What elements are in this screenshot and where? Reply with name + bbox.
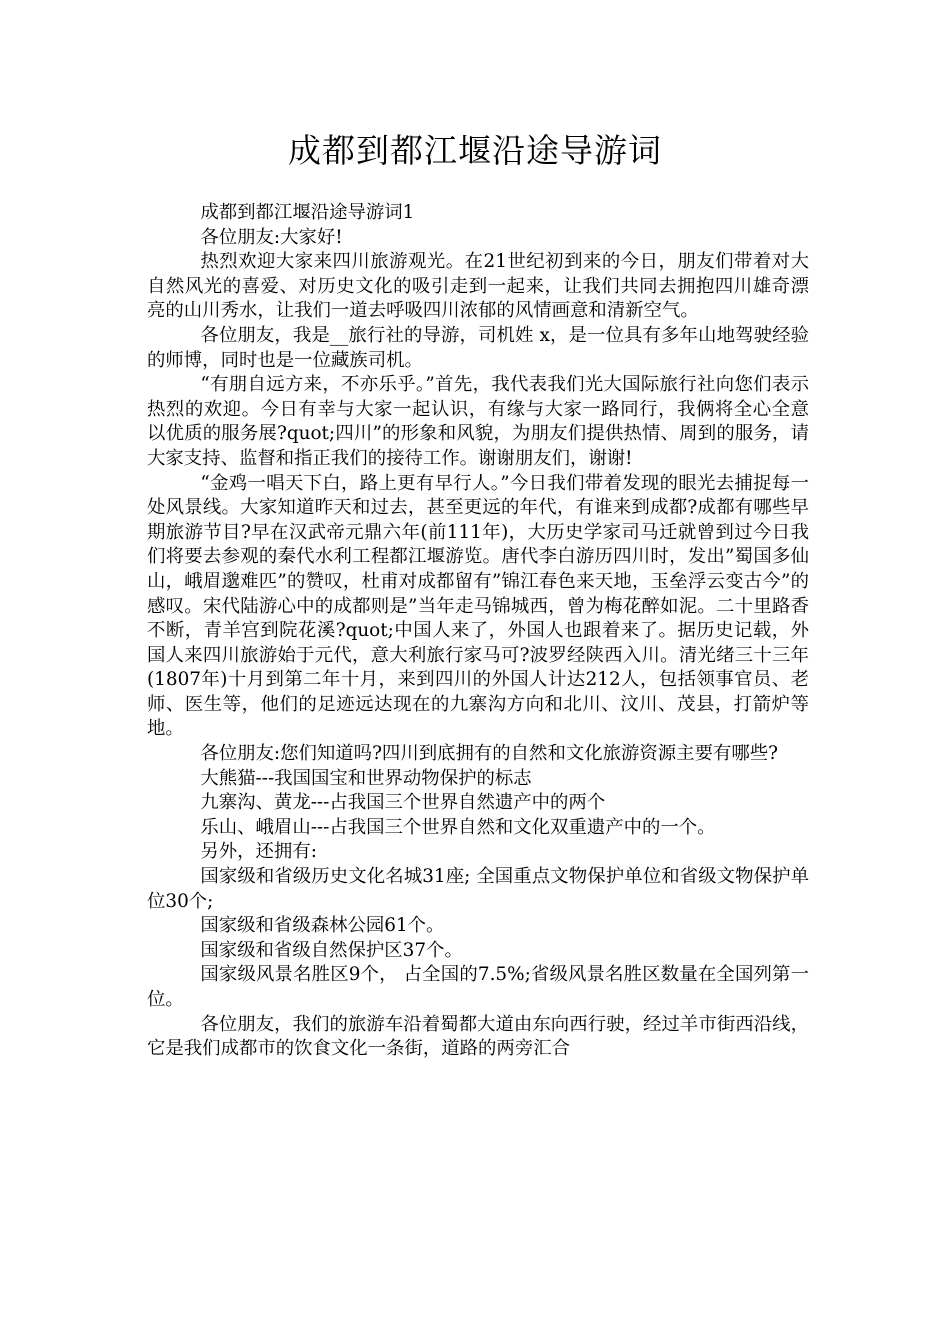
paragraph: “金鸡一唱天下白，路上更有早行人。”今日我们带着发现的眼光去捕捉每一处风景线。大家知道昨天和过去，甚至更远的年代，有谁来到成都?成都有哪些早期旅游节目?早在汉武帝元鼎六年(前111年)，大历史学家司马迁就曾到过今日我们将要去参观的秦代水利工程都江堰游览。唐代李白游历四川时，发出”蜀国多仙山，峨眉邈难匹”的赞叹，杜甫对成都留有”锦江春色来天地，玉垒浮云变古今”的感叹。宋代陆游心中的成都则是”当年走马锦城西，曾为梅花醉如泥。二十里路香不断，青羊宫到院花溪?quot;中国人来了，外国人也跟着来了。据历史记载，外国人来四川旅游始于元代，意大利旅行家马可?波罗经陕西入川。清光绪三十三年(1807年)十月到第二年十月，来到四川的外国人计达212人，包括领事官员、老师、医生等，他们的足迹远达现在的九寨沟方向和北川、汶川、茂县，打箭炉等地。 [147,472,809,740]
document-body [147,201,809,1062]
paragraph: 乐山、峨眉山---占我国三个世界自然和文化双重遗产中的一个。 [200,816,716,838]
paragraph: 热烈欢迎大家来四川旅游观光。在21世纪初到来的今日，朋友们带着对大自然风光的喜爱、对历史文化的吸引走到一起来，让我们共同去拥抱四川雄奇漂亮的山川秀水，让我们一道去呼吸四川浓郁的风情画意和清新空气。 [147,251,809,322]
paragraph: 九寨沟、黄龙---占我国三个世界自然遗产中的两个 [200,792,606,814]
paragraph: 各位朋友:您们知道吗?四川到底拥有的自然和文化旅游资源主要有哪些? [200,743,778,765]
paragraph: 国家级风景名胜区9个， 占全国的7.5%;省级风景名胜区数量在全国列第一位。 [147,964,809,1010]
paragraph: 大熊猫---我国国宝和世界动物保护的标志 [200,767,532,789]
paragraph: 各位朋友，我们的旅游车沿着蜀都大道由东向西行驶，经过羊市街西沿线，它是我们成都市的饮食文化一条街，道路的两旁汇合 [147,1013,809,1060]
paragraph: 另外，还拥有: [200,841,317,863]
page-title: 成都到都江堰沿途导游词 [288,131,662,170]
paragraph: 各位朋友，我是__旅行社的导游，司机姓 x，是一位具有多年山地驾驶经验的师博，同时也是一位藏族司机。 [147,324,809,371]
paragraph: 成都到都江堰沿途导游词1 [200,202,415,223]
paragraph: 国家级和省级自然保护区37个。 [200,939,463,961]
paragraph: “有朋自远方来，不亦乐乎。”首先，我代表我们光大国际旅行社向您们表示热烈的欢迎。今日有幸与大家一起认识，有缘与大家一路同行，我俩将全心全意以优质的服务展?quot;四川”的形象和风貌，为朋友们提供热情、周到的服务，请大家支持、监督和指正我们的接待工作。谢谢朋友们，谢谢! [147,374,809,469]
paragraph: 各位朋友:大家好! [200,226,343,248]
paragraph: 国家级和省级历史文化名城31座; 全国重点文物保护单位和省级文物保护单位30个; [147,866,809,912]
paragraph: 国家级和省级森林公园61个。 [200,915,445,937]
